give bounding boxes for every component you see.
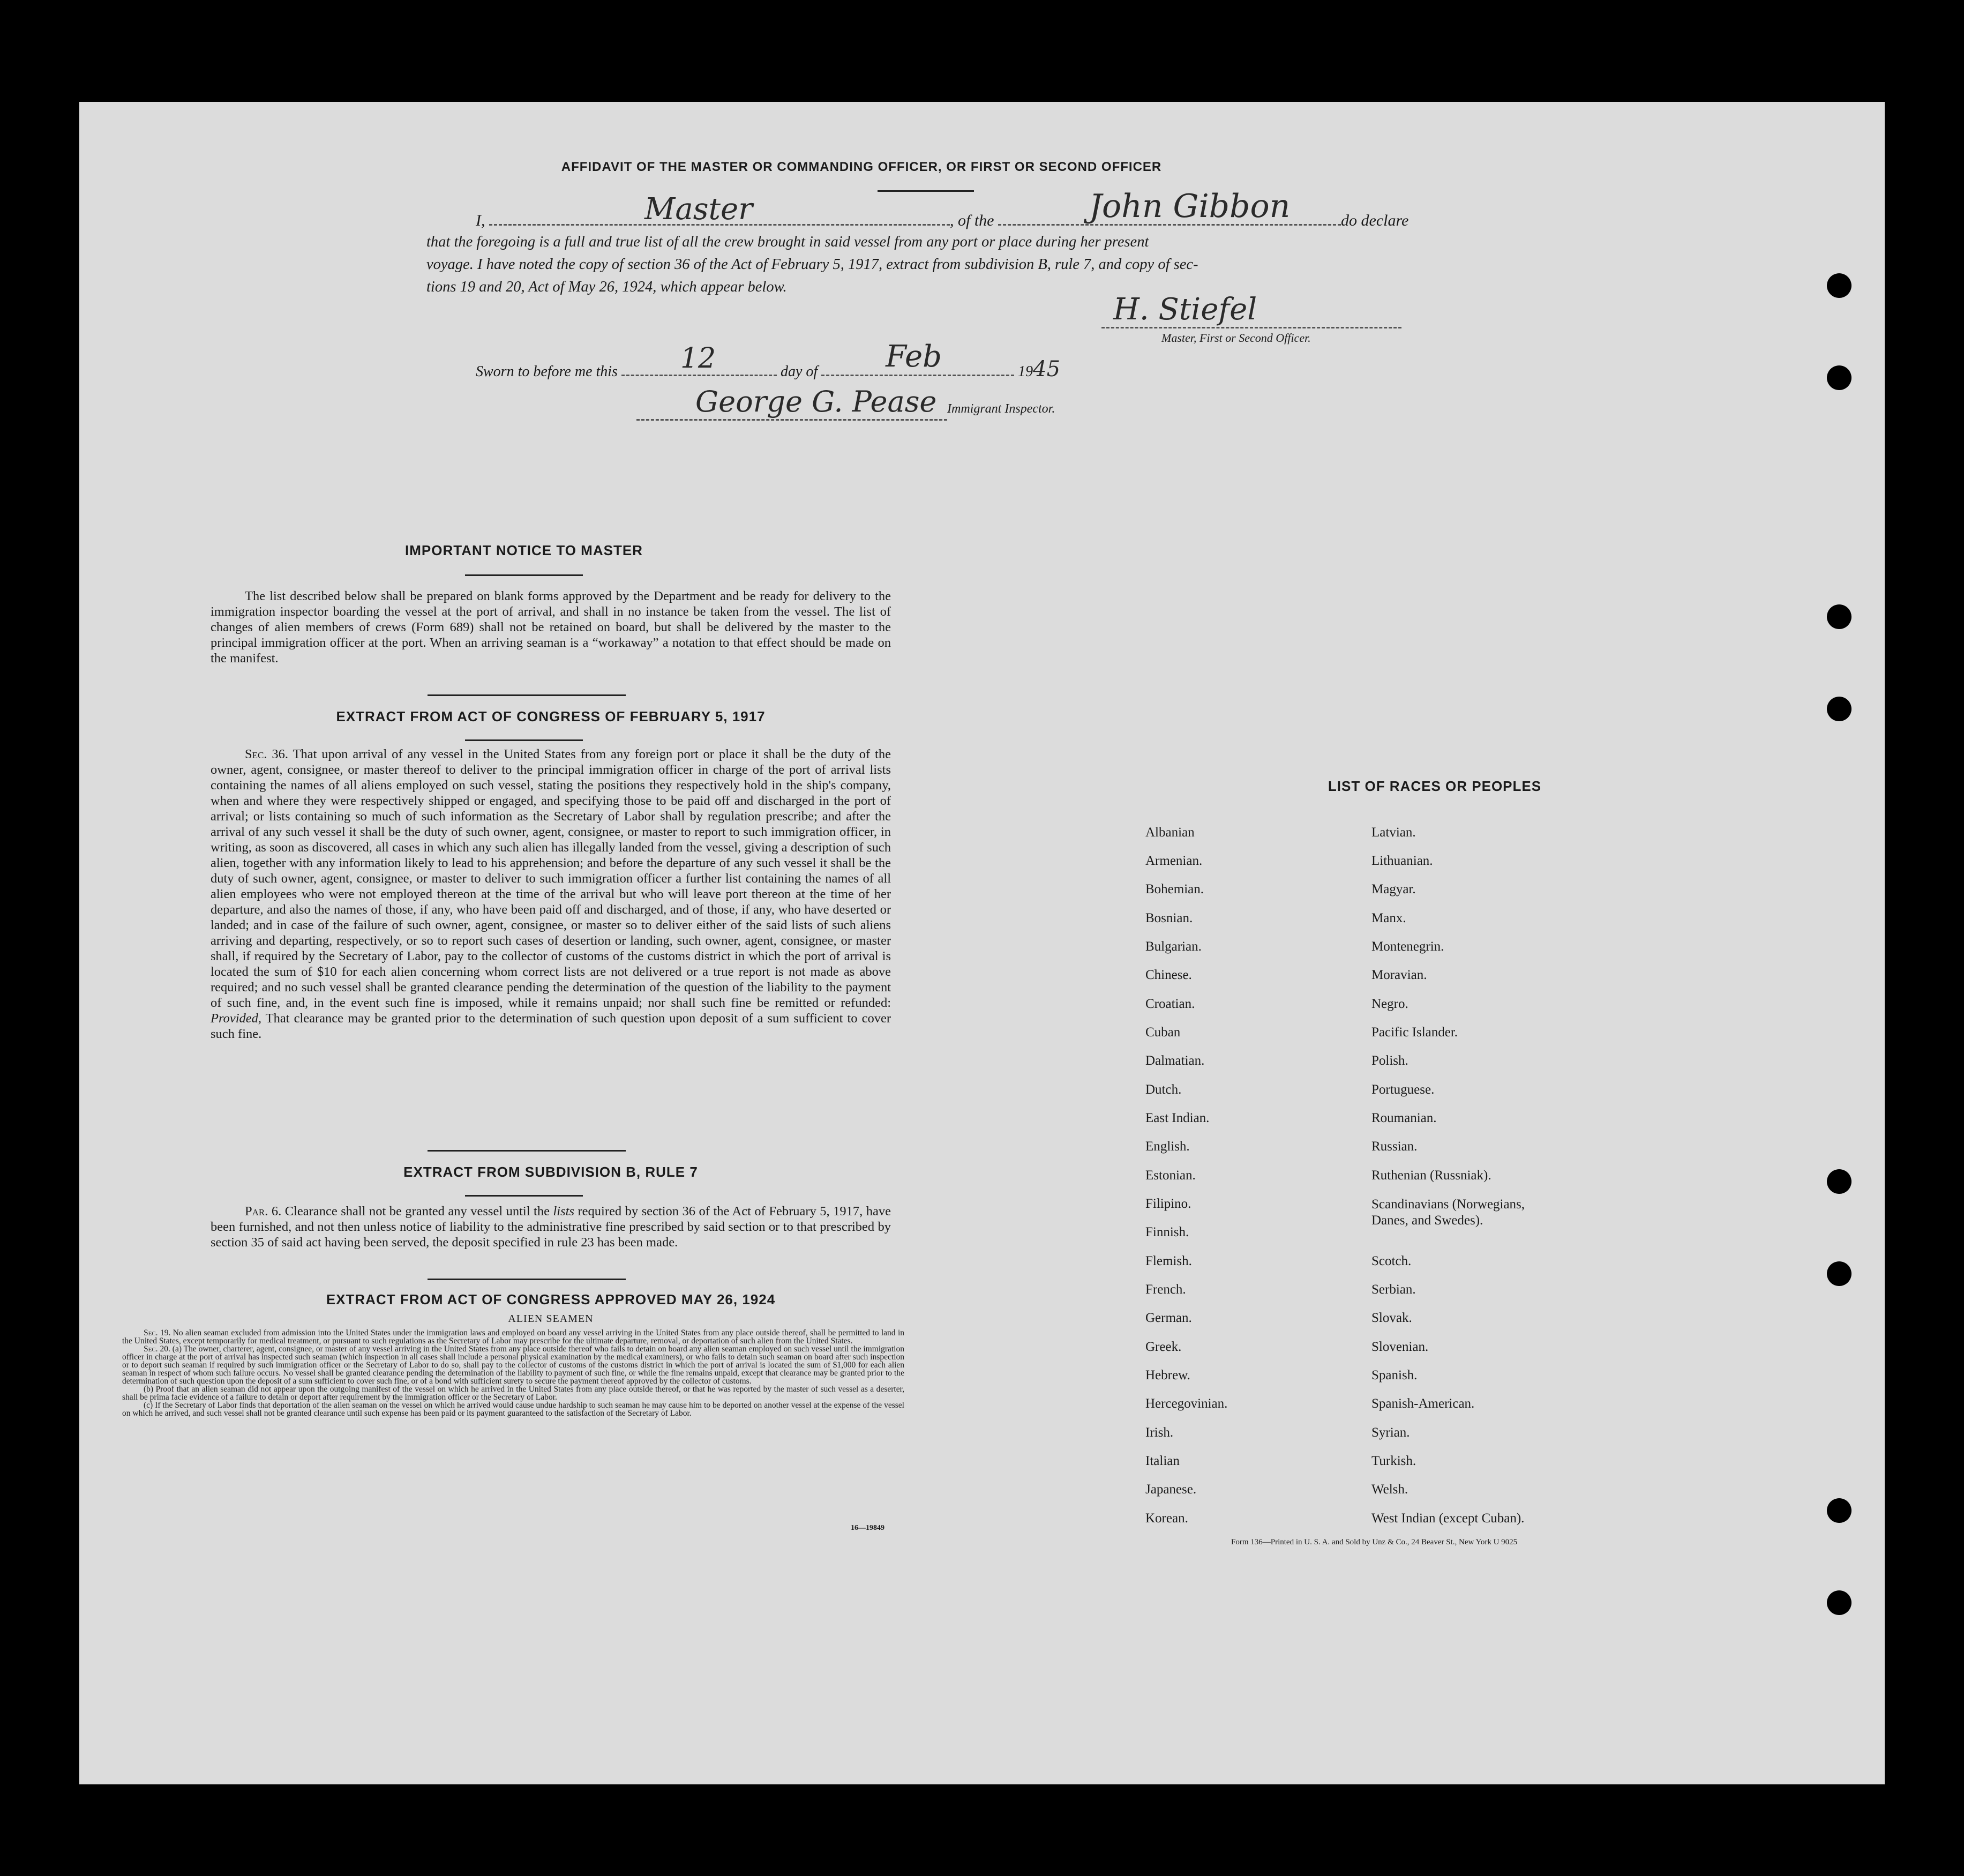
divider — [465, 739, 583, 741]
divider — [878, 190, 974, 192]
race-item: Pacific Islander. — [1371, 1025, 1458, 1040]
race-item: English. — [1145, 1139, 1190, 1154]
race-item: Flemish. — [1145, 1254, 1192, 1268]
rule7-body — [211, 1204, 891, 1250]
race-item: Bulgarian. — [1145, 939, 1202, 954]
race-item: German. — [1145, 1311, 1192, 1325]
race-item: Lithuanian. — [1371, 854, 1433, 868]
officer-caption: Master, First or Second Officer. — [1161, 331, 1311, 345]
inspector-caption: Immigrant Inspector. — [947, 402, 1055, 416]
race-item: Dutch. — [1145, 1082, 1182, 1097]
race-item: Ruthenian (Russniak). — [1371, 1168, 1491, 1183]
year-handwritten: 45 — [1033, 357, 1061, 382]
race-item: Hercegovinian. — [1145, 1396, 1228, 1411]
race-item: Turkish. — [1371, 1454, 1416, 1468]
divider — [428, 1279, 626, 1280]
sec20-label: Sec. 20. — [144, 1344, 170, 1354]
vessel-name-handwritten: John Gibbon — [1089, 188, 1291, 225]
proviso-label: Provided, — [211, 1011, 262, 1026]
day-of-label: day of — [780, 363, 818, 380]
race-item: Russian. — [1371, 1139, 1418, 1154]
race-item: Spanish. — [1371, 1368, 1418, 1382]
affidavit-title: AFFIDAVIT OF THE MASTER OR COMMANDING OFFICER, OR FIRST OR SECOND OFFICER — [561, 160, 1162, 174]
race-item: West Indian (except Cuban). — [1371, 1511, 1525, 1526]
race-item: Bohemian. — [1145, 882, 1204, 896]
race-item: Irish. — [1145, 1425, 1174, 1440]
month-handwritten: Feb — [886, 339, 942, 374]
notice-body: The list described below shall be prepared on blank forms approved by the Department and be ready for delivery to the immigration inspector boarding the vessel at the port of arrival, and shall in no instance be taken from the vessel. The list of changes of alien members of crews (Form 689) shall not be retained on board, but shall be delivered by the master to the principal immigration officer at the port. When an arriving seaman is a “workaway” a notation to that effect should be made on the manifest. — [211, 589, 891, 666]
sec20a-text: (a) The owner, charterer, agent, consignee, or master of any vessel arriving in the United States from any place outside thereof who fails to detain on board any alien seaman employed on such vessel until the immigration officer in charge at the port of arrival has inspected such seaman (which inspection in all cases shall include a personal physical examination by the medical examiners), or who fails to detain such seaman on board after such inspection or to deport such seaman if required by such immigration officer or the Secretary of Labor to do so, shall pay to the collector of customs of the customs district in which the port of arrival is located the sum of $1,000 for each alien seaman in respect of whom such failure occurs. No vessel shall be granted clearance pending the determination of the liability to payment of such fine, or while the fine remains unpaid, except that clearance may be granted prior to the determination of such question upon the deposit of a sum sufficient to cover such fine, or of a bond with sufficient surety to secure the payment thereof approved by the collector of customs. — [122, 1344, 904, 1386]
race-item: Albanian — [1145, 825, 1195, 840]
divider — [428, 694, 626, 696]
inspector-signature: George G. Pease — [695, 385, 937, 418]
act1924-subtitle: ALIEN SEAMEN — [508, 1313, 594, 1325]
affidavit-line-3: voyage. I have noted the copy of section 36 of the Act of February 5, 1917, extract from subdivision B, rule 7, and copy of sec- — [426, 256, 1198, 273]
divider — [428, 1150, 626, 1152]
affidavit-line-1 — [476, 188, 1494, 230]
lists-word: lists — [553, 1204, 574, 1219]
form-printer-footer: Form 136—Printed in U. S. A. and Sold by Unz & Co., 24 Beaver St., New York U 9025 — [1231, 1538, 1518, 1546]
proviso-text: That clearance may be granted prior to the determination of such question upon deposit of a sum sufficient to cover such fine. — [211, 1011, 891, 1041]
day-handwritten: 12 — [680, 342, 716, 375]
race-item: Syrian. — [1371, 1425, 1410, 1440]
punch-hole — [1827, 365, 1851, 390]
divider — [465, 1195, 583, 1197]
notice-title: IMPORTANT NOTICE TO MASTER — [405, 542, 643, 558]
race-item: Hebrew. — [1145, 1368, 1190, 1382]
punch-hole — [1827, 1261, 1851, 1286]
race-item: Estonian. — [1145, 1168, 1196, 1183]
race-item: Moravian. — [1371, 968, 1427, 982]
race-item: Japanese. — [1145, 1482, 1197, 1497]
race-item: Scotch. — [1371, 1254, 1412, 1268]
race-item: Roumanian. — [1371, 1111, 1437, 1125]
race-item: East Indian. — [1145, 1111, 1210, 1125]
sec20b-text: (b) Proof that an alien seaman did not appear upon the outgoing manifest of the vessel on which he arrived in the United States from any place outside thereof, or that he was reported by the master of such vessel as a deserter, shall be prima facie evidence of a failure to detain or deport after requirement by the immigration officer or the Secretary of Labor. — [122, 1385, 904, 1402]
race-item: Slovak. — [1371, 1311, 1412, 1325]
rank-handwritten: Master — [644, 192, 753, 227]
race-item: Portuguese. — [1371, 1082, 1435, 1097]
affidavit-line-4: tions 19 and 20, Act of May 26, 1924, which appear below. — [426, 279, 787, 295]
race-item: Welsh. — [1371, 1482, 1408, 1497]
punch-hole — [1827, 697, 1851, 721]
rule7-title: EXTRACT FROM SUBDIVISION B, RULE 7 — [403, 1164, 698, 1180]
race-item: Croatian. — [1145, 997, 1195, 1011]
affidavit-line-2: that the foregoing is a full and true list of all the crew brought in said vessel from any port or place during her present — [426, 234, 1149, 250]
act1924-body — [122, 1329, 904, 1417]
race-item: Italian — [1145, 1454, 1180, 1468]
act1917-title: EXTRACT FROM ACT OF CONGRESS OF FEBRUARY 5, 1917 — [336, 708, 766, 724]
punch-hole — [1827, 1169, 1851, 1194]
document-page — [79, 102, 1885, 1784]
sec19-text: No alien seaman excluded from admission into the United States under the immigration laws and employed on board any vessel arriving in the United States from any place outside thereof, shall be permitted to land in the United States, except temporarily for medical treatment, or pursuant to such regulations as the Secretary of Labor may prescribe for the ultimate departure, removal, or deportation of such alien from the United States. — [122, 1328, 905, 1346]
sworn-line — [476, 339, 1061, 382]
race-item: Scandinavians (Norwegians, Danes, and Swedes). — [1371, 1197, 1525, 1228]
sec19-label: Sec. 19. — [144, 1328, 171, 1337]
race-item: Dalmatian. — [1145, 1053, 1205, 1068]
race-item: Montenegrin. — [1371, 939, 1444, 954]
form-number: 16—19849 — [851, 1524, 884, 1532]
race-item: Spanish-American. — [1371, 1396, 1475, 1411]
race-item: Manx. — [1371, 911, 1406, 925]
rule7-text-b: required by section 36 of the Act of February 5, 1917, have been furnished, and not then unless notice of liability to the administrative fine prescribed by said section or to that prescribed by section 35 of said act having been served, the deposit specified in rule 23 has been made. — [211, 1204, 891, 1250]
races-title: LIST OF RACES OR PEOPLES — [1328, 778, 1542, 794]
act1924-title: EXTRACT FROM ACT OF CONGRESS APPROVED MAY 26, 1924 — [326, 1291, 776, 1307]
race-item: Armenian. — [1145, 854, 1203, 868]
divider — [465, 574, 583, 576]
act1917-body — [211, 746, 891, 1042]
race-item: Serbian. — [1371, 1282, 1416, 1297]
punch-hole — [1827, 273, 1851, 298]
race-item: Korean. — [1145, 1511, 1188, 1526]
race-item: Slovenian. — [1371, 1340, 1429, 1354]
year-prefix: 19 — [1018, 363, 1033, 380]
sworn-label: Sworn to before me this — [476, 363, 618, 380]
act1917-text: That upon arrival of any vessel in the United States from any foreign port or place it shall be the duty of the owner, agent, consignee, or master thereof to deliver to the principal immigration officer in charge of the port of arrival lists containing the names of all aliens employed on such vessel, stating the positions they respectively hold in the ship's company, when and where they were respectively shipped or engaged, and specifying those to be paid off and discharged in the port of arrival; or lists containing so much of such information as the Secretary of Labor shall by regulation prescribe; and after the arrival of any such vessel it shall be the duty of such owner, agent, consignee, or master to report to such immigration officer, in writing, as soon as discovered, all cases in which any such alien has illegally landed from the vessel, giving a description of such alien, together with any information likely to lead to his apprehension; and before the departure of any such vessel it shall be the duty of such owner, agent, consignee, or master to deliver to such immigration officer a further list containing the names of all alien employees who were not employed thereon at the time of the arrival but who will leave port thereon at the time of her departure, and also the names of those, if any, who have been paid off and discharged, and of those, if any, who have deserted or landed; and in case of the failure of such owner, agent, consignee, or master so to deliver either of the said lists of such aliens arriving and departing, respectively, or so to report such cases of desertion or landing, such owner, agent, consignee, or master shall, if required by the Secretary of Labor, pay to the collector of customs of the customs district in which the port of arrival is located the sum of $10 for each alien concerning whom correct lists are not delivered or a true report is not made as above required; and no such vessel shall be granted clearance pending the determination of the question of the liability to the payment of such fine, and, in the event such fine is imposed, while it remains unpaid; nor shall such fine be remitted or refunded: — [211, 747, 891, 1010]
race-item: Polish. — [1371, 1053, 1408, 1068]
punch-hole — [1827, 1498, 1851, 1523]
race-item: Negro. — [1371, 997, 1408, 1011]
race-item: Chinese. — [1145, 968, 1192, 982]
of-the-label: , of the — [950, 212, 994, 229]
i-label: I, — [476, 212, 485, 229]
punch-hole — [1827, 1590, 1851, 1615]
race-item: Latvian. — [1371, 825, 1416, 840]
par-label: Par. 6. — [245, 1204, 282, 1219]
sec20c-text: (c) If the Secretary of Labor finds that deportation of the alien seaman on the vessel on which he arrived would cause undue hardship to such seaman he may cause him to be deported on another vessel at the expense of the vessel on which he arrived, and such vessel shall not be granted clearance until such expense has been paid or its payment guaranteed to the satisfaction of the Secretary of Labor. — [122, 1401, 904, 1418]
race-item: Magyar. — [1371, 882, 1416, 896]
declare-label: do declare — [1341, 212, 1409, 229]
race-item: Bosnian. — [1145, 911, 1193, 925]
race-item: Greek. — [1145, 1340, 1182, 1354]
section-label: Sec. 36. — [245, 747, 289, 761]
race-item: Finnish. — [1145, 1225, 1189, 1239]
rule7-text-a: Clearance shall not be granted any vessel until the — [284, 1204, 550, 1219]
race-item: Cuban — [1145, 1025, 1181, 1040]
punch-hole — [1827, 604, 1851, 629]
race-item: Filipino. — [1145, 1197, 1191, 1211]
race-item: French. — [1145, 1282, 1186, 1297]
officer-signature: H. Stiefel — [1113, 292, 1257, 327]
